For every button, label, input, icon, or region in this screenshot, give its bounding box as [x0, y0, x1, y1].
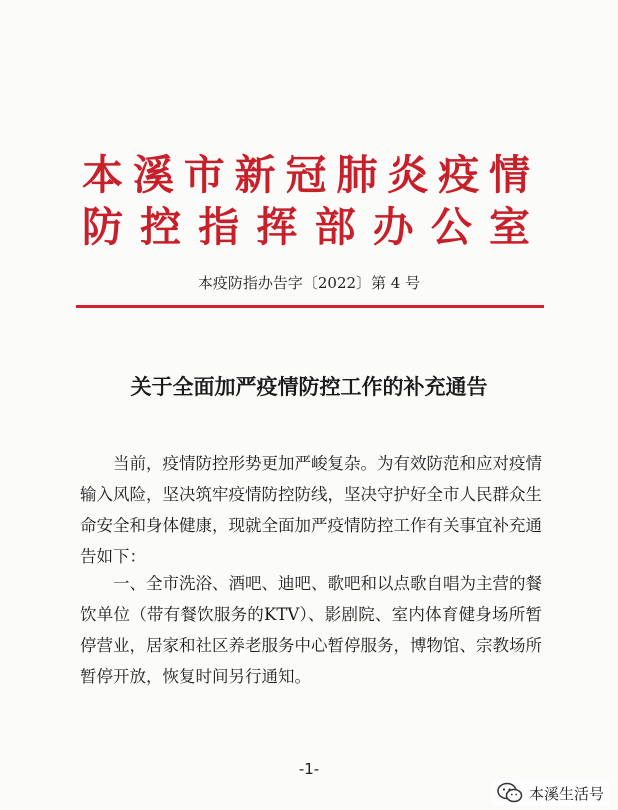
wechat-icon: [497, 782, 523, 804]
red-divider: [76, 305, 544, 308]
page-number: -1-: [298, 760, 320, 778]
issuer-header-line-2: 防控指挥部办公室: [82, 203, 532, 251]
document-number: 本疫防指办告字〔2022〕第 4 号: [197, 274, 421, 292]
watermark-text: 本溪生活号: [528, 784, 604, 803]
notice-title: 关于全面加严疫情防控工作的补充通告: [130, 374, 488, 399]
body-paragraph-2: 一、全市洗浴、酒吧、迪吧、歌吧和以点歌自唱为主营的餐饮单位（带有餐饮服务的KTV）、影剧院、室内体育健身场所暂停营业，居家和社区养老服务中心暂停服务，博物馆、宗教场所暂停开放，恢复时间另行通知。: [80, 574, 542, 686]
issuer-header-line-1: 本溪市新冠肺炎疫情: [82, 151, 532, 199]
body-paragraph-1: 当前，疫情防控形势更加严峻复杂。为有效防范和应对疫情输入风险，坚决筑牢疫情防控防线，坚决守护好全市人民群众生命安全和身体健康，现就全面加严疫情防控工作有关事宜补充通告如下：: [80, 454, 542, 566]
watermark: [491, 780, 610, 806]
